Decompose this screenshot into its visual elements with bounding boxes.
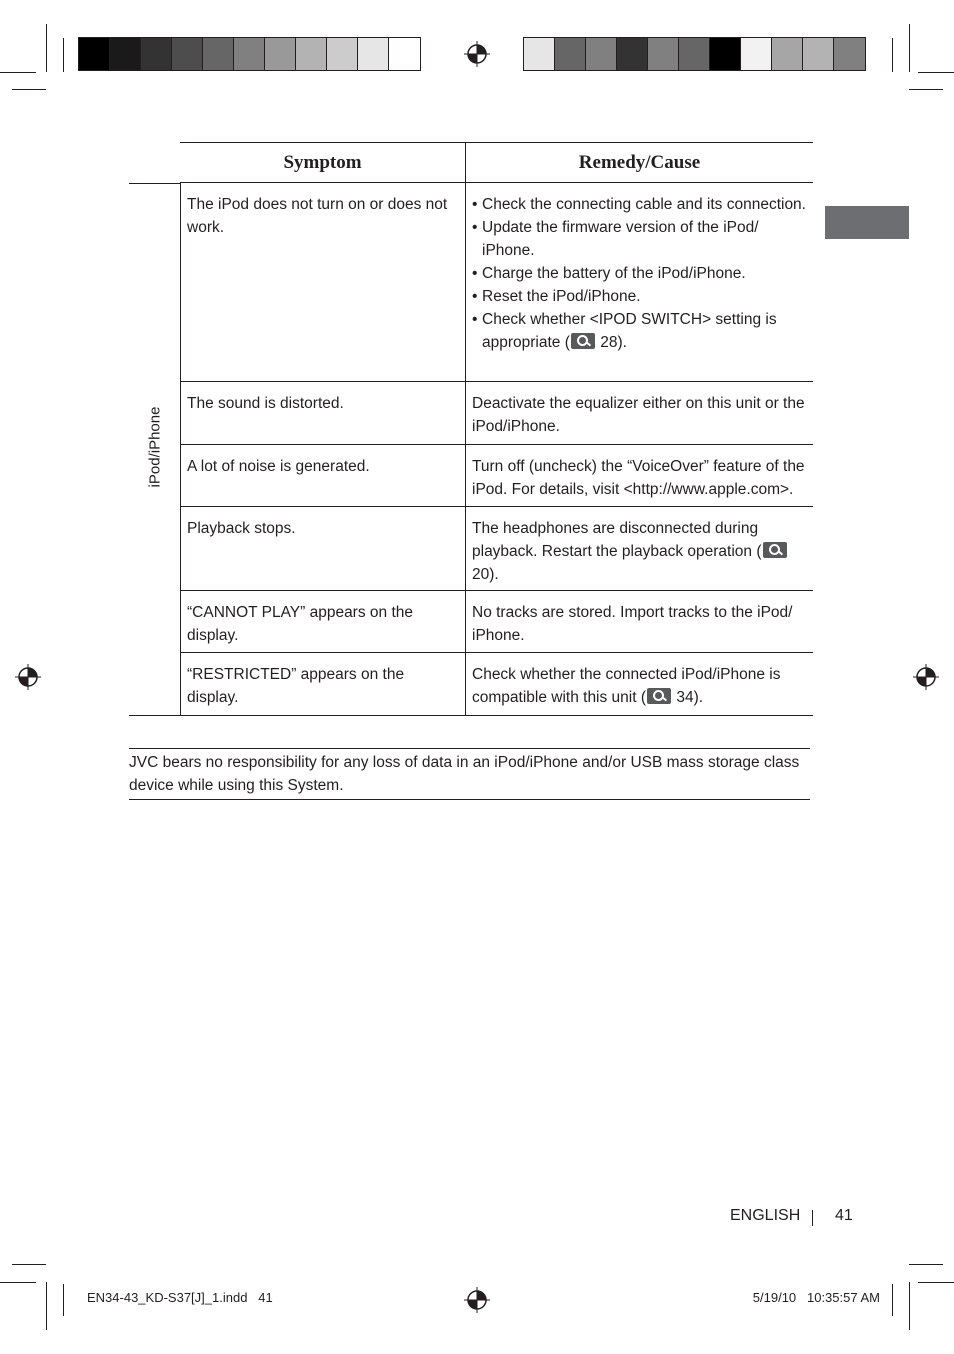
table-row <box>181 591 813 653</box>
color-swatch <box>234 38 265 70</box>
table-body <box>129 183 813 716</box>
category-label: iPod/iPhone <box>146 406 164 488</box>
remedy-item: • Charge the battery of the iPod/iPhone. <box>472 262 810 285</box>
color-swatch <box>772 38 803 70</box>
table-row <box>181 183 813 381</box>
registration-mark-icon <box>15 664 41 690</box>
color-swatch <box>586 38 617 70</box>
disclaimer-note: JVC bears no responsibility for any loss of data in an iPod/iPhone and/or USB mass storage class device while using this System. <box>129 748 810 800</box>
remedy-cell: Check whether the connected iPod/iPhone is compatible with this unit ( 34). <box>472 666 781 706</box>
header-symptom: Symptom <box>283 152 362 173</box>
symptom-cell: The sound is distorted. <box>187 395 344 412</box>
color-swatch <box>648 38 679 70</box>
color-swatch <box>327 38 358 70</box>
page-number: 41 <box>835 1207 853 1224</box>
table-header <box>180 142 813 183</box>
color-swatch <box>741 38 772 70</box>
color-swatch <box>679 38 710 70</box>
color-swatch <box>265 38 296 70</box>
footer-divider <box>812 1210 813 1226</box>
grayscale-bar-left <box>78 37 421 71</box>
page-reference-icon <box>647 688 671 704</box>
symptom-cell: A lot of noise is generated. <box>187 458 370 475</box>
remedy-item: • Update the firmware version of the iPod/ iPhone. <box>472 216 810 262</box>
registration-mark-icon <box>464 41 490 67</box>
color-swatch <box>803 38 834 70</box>
table-row <box>181 653 813 715</box>
page-reference-icon <box>763 542 787 558</box>
remedy-cell <box>472 193 810 354</box>
color-swatch <box>617 38 648 70</box>
grayscale-bar-right <box>523 37 866 71</box>
remedy-item: • Check whether <IPOD SWITCH> setting is appropriate ( 28). <box>472 308 810 354</box>
remedy-cell: Turn off (uncheck) the “VoiceOver” feature of the iPod. For details, visit <http://www.apple.com>. <box>472 458 805 498</box>
remedy-cell: The headphones are disconnected during playback. Restart the playback operation ( 20). <box>472 517 810 586</box>
color-swatch <box>710 38 741 70</box>
section-tab-marker <box>825 206 909 239</box>
table-row <box>181 382 813 444</box>
header-remedy: Remedy/Cause <box>578 152 701 173</box>
table-row <box>181 507 813 591</box>
registration-mark-icon <box>464 1287 490 1313</box>
slug-timestamp: 5/19/10 10:35:57 AM <box>752 1290 880 1305</box>
color-swatch <box>555 38 586 70</box>
remedy-item: • Reset the iPod/iPhone. <box>472 285 810 308</box>
symptom-cell: “CANNOT PLAY” appears on the display. <box>187 604 413 644</box>
color-swatch <box>172 38 203 70</box>
color-swatch <box>389 38 420 70</box>
symptom-cell: The iPod does not turn on or does not work. <box>187 196 448 236</box>
remedy-cell: No tracks are stored. Import tracks to the iPod/ iPhone. <box>472 604 793 644</box>
color-swatch <box>358 38 389 70</box>
symptom-cell: “RESTRICTED” appears on the display. <box>187 666 405 706</box>
color-swatch <box>141 38 172 70</box>
color-swatch <box>524 38 555 70</box>
slug-filename: EN34-43_KD-S37[J]_1.indd 41 <box>87 1290 273 1305</box>
page-reference-icon <box>571 333 595 349</box>
remedy-cell: Deactivate the equalizer either on this unit or the iPod/iPhone. <box>472 395 805 435</box>
color-swatch <box>79 38 110 70</box>
remedy-item: • Check the connecting cable and its connection. <box>472 193 810 216</box>
color-swatch <box>834 38 865 70</box>
footer-language: ENGLISH <box>730 1207 801 1224</box>
table-row <box>181 445 813 507</box>
registration-mark-icon <box>913 664 939 690</box>
symptom-cell: Playback stops. <box>187 520 296 537</box>
color-swatch <box>296 38 327 70</box>
color-swatch <box>203 38 234 70</box>
color-swatch <box>110 38 141 70</box>
